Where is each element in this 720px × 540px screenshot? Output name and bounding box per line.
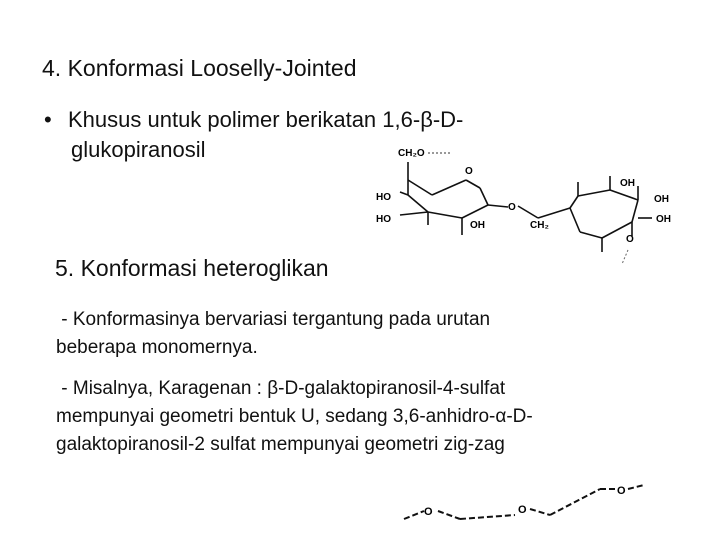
bridge-oxygen: O — [508, 202, 516, 213]
bullet-text-line1: Khusus untuk polimer berikatan 1,6-β-D- — [68, 107, 464, 132]
paragraph1-line2: beberapa monomernya. — [56, 337, 258, 358]
paragraph2-line1: - Misalnya, Karagenan : β-D-galaktopiranosil-4-sulfat — [56, 378, 506, 399]
paragraph-konformasi — [56, 306, 656, 362]
oh-right-mid-label: OH — [654, 194, 669, 205]
ring1-oh-label: OH — [470, 220, 485, 231]
paragraph2-line2: mempunyai geometri bentuk U, sedang 3,6-anhidro-α-D- — [56, 406, 533, 427]
zigzag-oxygen-3: O — [617, 485, 626, 497]
heading-konformasi-looselly-jointed: 4. Konformasi Looselly-Jointed — [42, 55, 357, 81]
dotted-bond-bottom — [622, 250, 628, 264]
ch2-label: CH₂ — [530, 220, 549, 231]
ring-1 — [400, 162, 508, 235]
bullet-dot: • — [44, 107, 52, 132]
paragraph-karagenan — [56, 375, 666, 459]
heading-konformasi-heteroglikan: 5. Konformasi heteroglikan — [55, 255, 329, 281]
oh-right-top-label: OH — [620, 178, 635, 189]
zigzag-oxygen-2: O — [518, 504, 527, 516]
ho-lower-label: HO — [376, 214, 391, 225]
ring-2 — [570, 176, 652, 252]
bridge-bonds — [518, 206, 570, 218]
ring1-oxygen: O — [465, 166, 473, 177]
paragraph2-line3: galaktopiranosil-2 sulfat mempunyai geometri zig-zag — [56, 434, 505, 455]
zigzag-oxygen-1: O — [424, 506, 433, 518]
oh-right-end-label: OH — [656, 214, 671, 225]
zigzag-chain-diagram — [400, 475, 680, 530]
ch2o-label: CH₂O — [398, 148, 425, 159]
bullet-text-line2: glukopiranosil — [71, 137, 206, 162]
ring2-oxygen: O — [626, 234, 634, 245]
glucopyranose-structure-diagram — [370, 140, 690, 270]
paragraph1-line1: - Konformasinya bervariasi tergantung pada urutan — [56, 309, 491, 330]
bullet-item — [44, 105, 463, 135]
ho-upper-label: HO — [376, 192, 391, 203]
